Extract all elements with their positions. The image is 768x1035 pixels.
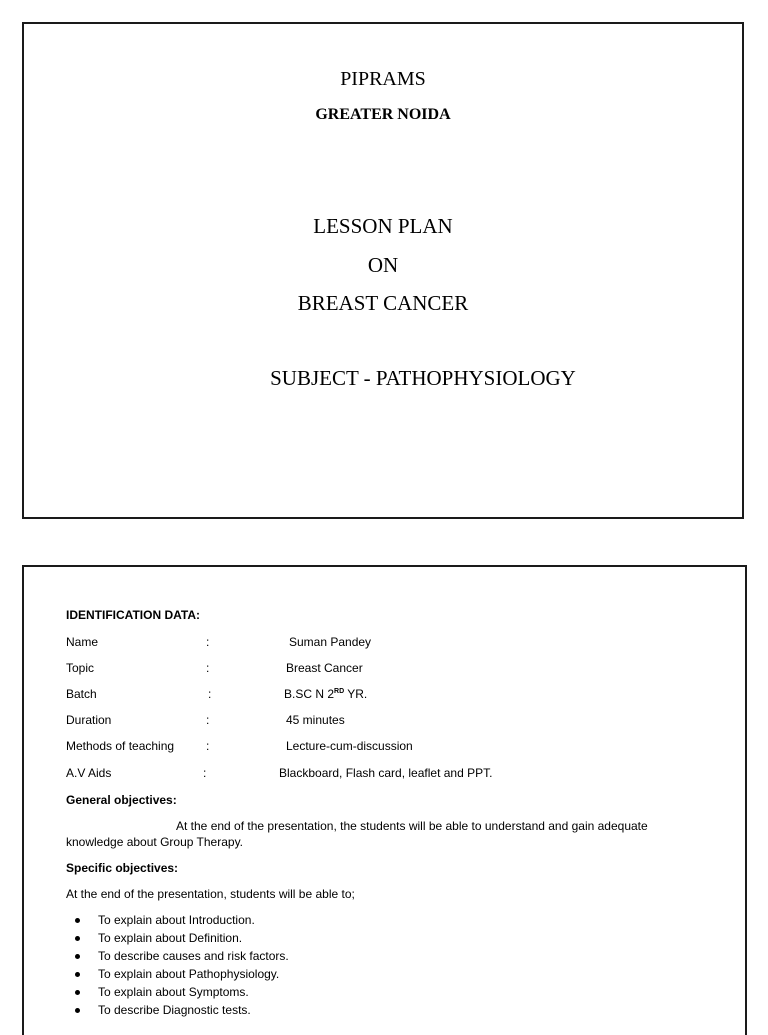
- specific-objectives-intro: At the end of the presentation, students will be able to;: [66, 887, 355, 901]
- id-value: [284, 687, 367, 701]
- specific-objectives-list: [66, 911, 289, 1019]
- id-separator: :: [206, 661, 210, 675]
- id-value: Lecture-cum-discussion: [286, 739, 413, 753]
- id-value: Breast Cancer: [286, 661, 363, 675]
- id-label: A.V Aids: [66, 766, 112, 780]
- general-objectives-text: [66, 818, 696, 850]
- id-value: Blackboard, Flash card, leaflet and PPT.: [279, 766, 493, 780]
- id-label: Methods of teaching: [66, 739, 175, 753]
- id-row-name: [66, 635, 686, 651]
- topic-title: BREAST CANCER: [297, 291, 469, 315]
- id-label: Batch: [66, 687, 97, 701]
- list-item: To explain about Pathophysiology.: [98, 965, 289, 983]
- title-on: ON: [367, 253, 399, 277]
- id-row-batch: [66, 687, 686, 703]
- batch-suffix: YR.: [344, 687, 368, 701]
- id-label: Duration: [66, 713, 112, 727]
- list-item: To describe causes and risk factors.: [98, 949, 289, 963]
- list-item: To describe Diagnostic tests.: [98, 1001, 289, 1019]
- institution-location: GREATER NOIDA: [315, 106, 451, 123]
- identification-heading: IDENTIFICATION DATA:: [66, 608, 200, 622]
- id-label: Name: [66, 635, 99, 649]
- specific-objectives-heading: Specific objectives:: [66, 861, 179, 875]
- list-item: To explain about Definition.: [98, 929, 289, 947]
- id-value: Suman Pandey: [289, 635, 372, 649]
- id-separator: :: [206, 713, 210, 727]
- id-separator: :: [206, 739, 210, 753]
- lesson-plan-title: LESSON PLAN: [313, 214, 453, 238]
- id-row-topic: [66, 661, 686, 677]
- general-objectives-line2: knowledge about Group Therapy.: [66, 835, 244, 849]
- id-value: 45 minutes: [286, 713, 345, 727]
- id-row-av-aids: [66, 766, 686, 782]
- id-separator: :: [208, 687, 212, 701]
- id-separator: :: [206, 635, 210, 649]
- general-objectives-line1: At the end of the presentation, the students will be able to understand and gain adequate: [176, 819, 648, 833]
- id-row-methods: [66, 739, 686, 755]
- batch-year: B.SC N 2: [284, 687, 335, 701]
- batch-ordinal: RD: [334, 688, 345, 695]
- list-item: To explain about Introduction.: [98, 911, 289, 929]
- content-page: [22, 565, 747, 1035]
- subject-title: SUBJECT - PATHOPHYSIOLOGY: [270, 366, 576, 390]
- list-item: To explain about Symptoms.: [98, 983, 289, 1001]
- id-row-duration: [66, 713, 686, 729]
- cover-page: [22, 22, 744, 519]
- institution-name: PIPRAMS: [340, 68, 426, 90]
- id-label: Topic: [66, 661, 95, 675]
- id-separator: :: [203, 766, 207, 780]
- general-objectives-heading: General objectives:: [66, 793, 177, 807]
